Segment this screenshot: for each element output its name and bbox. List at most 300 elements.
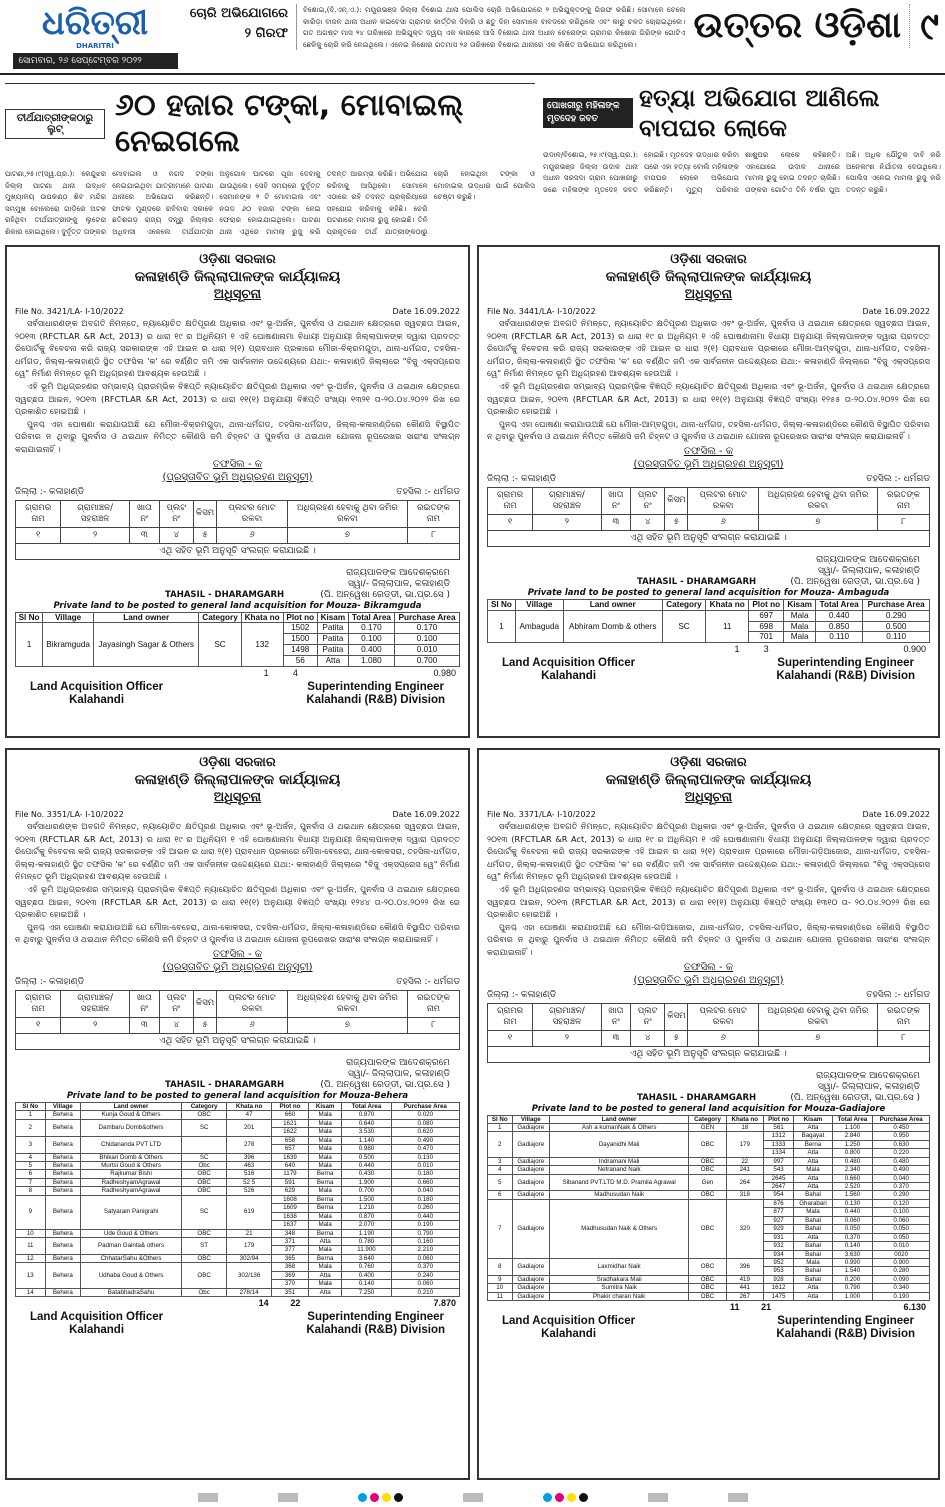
cell-owner: RadheshyamAgrawal — [81, 1187, 182, 1195]
cell-plot: 370 — [272, 1280, 309, 1288]
cell-total-area: 0.850 — [816, 621, 863, 632]
story-pilgrim-robbery — [5, 83, 535, 237]
cell-plot: 368 — [272, 1263, 309, 1271]
file-number: File No. 3351/LA- I-10/2022 — [15, 810, 124, 819]
table-column-header: Total Area — [348, 612, 394, 623]
officer-place: Kalahandi (R&B) Division — [306, 1324, 445, 1336]
masthead — [0, 0, 945, 75]
cell-category: OBC — [182, 1229, 227, 1237]
cell-plot: 1622 — [272, 1128, 309, 1136]
cell-sl: 7 — [16, 1178, 46, 1186]
cell-sl: 14 — [16, 1288, 46, 1296]
cell-kisam: Bahal — [794, 1250, 832, 1258]
odia-column-number: ୫ — [665, 1030, 688, 1046]
mouza-caption: Private land to be posted to general land acquisition for Mouza- Ambaguda — [527, 587, 890, 598]
cell-purchase-area: 0.170 — [395, 623, 460, 634]
cell-sl: 10 — [16, 1229, 46, 1237]
cell-purchase-area: 0.700 — [395, 655, 460, 666]
cell-category: SC — [662, 610, 705, 643]
cell-village: Bikramguda — [43, 623, 94, 666]
cell-total-area: 0.100 — [348, 634, 394, 645]
odia-column-header: ଅଧିଗ୍ରହଣ ହେବାକୁ ଥିବା ଜମିର ରକବା — [758, 487, 877, 514]
notice-paragraph: ସର୍ବସାଧାରଣଙ୍କ ଅବଗତି ନିମନ୍ତେ, ନ୍ୟାୟୋଚିତ କ୍ଷତିପୂରଣ ଅଧିକାର ଏବଂ ଭୂ-ଅର୍ଜନ, ପୁନର୍ବାସ ଓ ଥଇଥାନ କ୍ଷେତ୍ରରେ ସ୍ୱଚ୍ଛତା ଆଇନ, ୨୦୧୩ (RFCTLAR &R Act, 2013) ର ଧାରା ୧୯ ର ଅଧିନିୟମ ୧ ଏହି ଘୋଷଣାନାମା ବିଧାୟୀ ଅନୁଯାୟୀ ଜିଲ୍ଲାପାଳଙ୍କ ଦ୍ୱାରା ପ୍ରଦତ୍ତ ରିପୋର୍ଟକୁ ବିବେଚନା କରି ରାଜ୍ୟ ସରକାରଙ୍କ ଏହି ଆଇନ ର ଧାରା ୨(୧) ପ୍ରାବଧାନ ପ୍ରକାରେ ମୌଜା-ବିକ୍ରମଗୁଡ଼ା, ଥାନା-ଧର୍ମଗଡ, ତହସିଲ-ଧର୍ମଗଡ, ଜିଲ୍ଲା-କଳାହାଣ୍ଡି ସ୍ଥିତ ତଫସିଲ 'କ' ରେ ବର୍ଣ୍ଣିତ ଜମି ଏକ ସାର୍ବଜନୀନ ଉଦ୍ଦେଶ୍ୟରେ ଯଥା:- କଳାହାଣ୍ଡି ଜିଲ୍ଲାରେ "ବିଜୁ ଏକ୍ସପ୍ରେସ ୱେ" ନିର୍ମାଣ ନିମନ୍ତେ ଭୂମି ଅଧିଗ୍ରହଣ ଆବଶ୍ୟକ ହେଉଅଛି । — [15, 318, 460, 379]
cell-purchase-area: 0.260 — [391, 1204, 459, 1212]
odia-column-header: ରଇତଙ୍କ ନାମ — [407, 500, 459, 527]
tahasil-english: TAHASIL - DHARAMGARH — [637, 576, 757, 587]
story-body: ପାଟଣା,୨୫।୯(ସ୍ୱ.ପ୍ର.): କେନ୍ଦୁଝର ଜିଲ୍ଲା ପାଟଣା ଥାନା ଉଦ୍ଧବ ମୁଖ୍ୟାଳୟ ଉପକଣ୍ଠ ଶିବ ମନ୍ଦିର ସମ୍ମୁଖ ବୋଲେରୋ ଗାଡ଼ିରେ ଅଟକ ରହିଥିବା ତୀର୍ଥଯାତ୍ରୀଙ୍କୁ ଲୁଟେରା ଶିକାର ହୋଇଥିଲେ। ଦୁର୍ବୃତ୍ତ ତାଙ୍କର ମୋବାଇଲ ଓ ନଗଦ ଟଙ୍କା ନେଇଯାଇଥିବା ଯାତ୍ରୀମାନେ ପାଟଣା ଥାନାରେ ଅଭିଯୋଗ କରିଛନ୍ତି। ଫାଟକ ମୁଣ୍ଡରେ ରବିବାର ସକାଳେ ଛତିଶଗଡ଼ ରାଜ୍ୟ ଦନ୍ତ୍ରୁ ଜିଲ୍ଲାର ଅଧିବାସୀ ଏକେଲେ ତୀର୍ଥଯାତ୍ରୀ ଅନୁଗୋଳ ଘାଟରେ ପୂଜା ଦେବାକୁ ଯାଉଥିଲେ। ସେହି ସମୟରେ ଦୁର୍ବୃତ୍ତ ସେମାନଙ୍କ ୨ ଟି ମୋବାଇଲ ଏବଂ ନଗଦ ୬୦ ହଜାର ଟଙ୍କା ନେଇ ଫେରାର ହୋଇଯାଇଥିଲେ। ପାଟଣା ଥାନା ଏଥିରେ ମାମଲା ରୁଜୁ କରି ତଦନ୍ତ ଆରମ୍ଭ କରିଛି। ଅଭିଯୋଗ କରିବାକୁ ଆସିଥିଲେ। ସୋମାଳେ ଏଠାରେ ରହି ତଦନ୍ତ ପ୍ରକ୍ରିୟାରେ ସହଯୋଗ କରିବାକୁ କହିଛି। ଚେରି ଘଟଣାରେ ମାମଲା ରୁଜୁ ହୋଇଛି। ତିନି ପ୍ରକୃତରେ ତୀର୍ଥ ଯାତ୍ରୀଙ୍କଠାରୁ ଚୋରି ହୋଇଥିବା ଟଙ୍କା ଓ ମୋବାଇଲ ଉଦ୍ଧାର ପାଇଁ ପୋଲିସ ଚେଷ୍ଟା କରୁଛି। — [5, 169, 535, 236]
cell-kisam: Atta — [794, 1183, 832, 1191]
signature-line: ସ୍ୱା/- ଜିଲ୍ଲାପାଳ, କଳାହାଣ୍ଡି — [348, 578, 450, 589]
odia-schedule-table — [15, 500, 460, 560]
cell-purchase-area: 0.490 — [873, 1166, 930, 1174]
cell-total-area: 0.500 — [342, 1153, 391, 1161]
cell-purchase-area: 0.210 — [391, 1288, 459, 1296]
cell-owner: Jayasingh Sagar & Others — [94, 623, 199, 666]
odia-column-number: ୭ — [758, 1030, 877, 1046]
print-color-marks — [0, 1488, 945, 1507]
cell-plot: 1179 — [272, 1170, 309, 1178]
story-headline: ୬୦ ହଜାର ଟଙ୍କା, ମୋବାଇଲ୍ ନେଇଗଲେ — [115, 88, 464, 159]
signature-line: (ପି. ଅନ୍ୱେଷା ରେଡ୍ଡୀ, ଭା.ପ୍ର.ସେ ) — [320, 589, 450, 600]
cell-village: Behera — [45, 1178, 80, 1186]
cell-plot: 640 — [272, 1162, 309, 1170]
notice-paragraph: ପୁନଶ୍ଚ ଏହା ଘୋଷଣା କରାଯାଉଅଛି ଯେ ମୌଜା-ବିକ୍ରମଗୁଡ଼ା, ଥାନା-ଧର୍ମଗଡ, ତହସିଲ-ଧର୍ମଗଡ, ଜିଲ୍ଲା-କଳାହାଣ୍ଡିରେ କୌଣସି ବିସ୍ଥାପିତ ପରିବାର ନ ଥିବାରୁ ପୁନର୍ବାସ ଓ ଥଇଥାନ ନିମିତ୍ତ କୌଣସି ଜମି ଚିହ୍ନଟ ଓ ପୁନର୍ବାସ ଓ ଥଇଥାନ ଯୋଜନା ରୂପରେଖର ସାରାଂଶ ସଂଲଗ୍ନ କରାଯାଇନାହିଁ । — [15, 418, 460, 454]
table-column-header: Kisam — [317, 612, 348, 623]
cell-sl: 3 — [16, 1136, 46, 1153]
cell-kisam: Atta — [794, 1174, 832, 1182]
cell-owner: RadheshyamAgrawal — [81, 1178, 182, 1186]
table-row — [488, 610, 930, 621]
cell-total-area: 1.190 — [342, 1229, 391, 1237]
cell-khata: 302/136 — [227, 1263, 272, 1288]
cell-total-area: 2.340 — [832, 1166, 873, 1174]
table-row — [488, 1191, 930, 1199]
attachment-note: ଏଥି ସହିତ ଭୂମି ଅନୁସୂଚି ସଂଲଗ୍ନ କରାଯାଇଛି । — [16, 543, 460, 559]
cell-sl: 9 — [16, 1195, 46, 1229]
cell-plot: 954 — [763, 1191, 794, 1199]
cell-purchase-area: 0.370 — [391, 1263, 459, 1271]
table-row — [488, 1157, 930, 1165]
notice-date: 16.09.2022 — [884, 810, 930, 819]
table-column-header: Plot no — [283, 612, 317, 623]
table-column-header: Land owner — [81, 1102, 182, 1110]
cell-total-area: 1.140 — [342, 1136, 391, 1144]
cell-owner: Ude Goud & Others — [81, 1229, 182, 1237]
cell-category: OBC — [182, 1263, 227, 1288]
cell-purchase-area: 0.040 — [391, 1187, 459, 1195]
table-column-header: Category — [182, 1102, 227, 1110]
land-acquisition-notice — [5, 245, 470, 738]
cell-sl: 11 — [16, 1237, 46, 1254]
masthead-section-block — [693, 4, 939, 48]
district-label: ଜିଲ୍ଲା :- କଳାହାଣ୍ଡି — [15, 976, 85, 987]
officer-title: Superintending Engineer — [307, 1311, 445, 1323]
notice-government: ଓଡ଼ିଶା ସରକାର — [670, 252, 747, 267]
odia-column-number: ୫ — [665, 514, 688, 530]
cell-kisam: Patita — [317, 645, 348, 656]
odia-column-header: ଗ୍ରାମାଞ୍ଚଳ/ ସହରାଞ୍ଚଳ — [61, 500, 130, 527]
cell-purchase-area: 0.290 — [863, 610, 930, 621]
officer-place: Kalahandi (R&B) Division — [306, 693, 445, 706]
cell-category — [182, 1136, 227, 1153]
odia-schedule-table — [15, 990, 460, 1050]
signature-line: ରାଜ୍ୟପାଳଙ୍କ ଆଦେଶକ୍ରମେ — [816, 1070, 920, 1081]
issue-date: ସୋମବାର, ୨୬ ସେପ୍ଟେମ୍ବର ୨୦୨୨ — [13, 53, 178, 69]
attachment-note: ଏଥି ସହିତ ଭୂମି ଅନୁସୂଚି ସଂଲଗ୍ନ କରାଯାଇଛି । — [488, 530, 930, 546]
cell-village: Behera — [45, 1162, 80, 1170]
notice-government: ଓଡ଼ିଶା ସରକାର — [670, 755, 747, 770]
cell-kisam: Bahal — [794, 1216, 832, 1224]
schedule-subtitle: (ପ୍ରସ୍ତାବିତ ଭୂମି ଅଧିଗ୍ରହଣ ଅନୁସୂଚୀ) — [162, 471, 313, 483]
total-khata: 14 — [258, 1298, 269, 1308]
odia-schedule-table — [487, 487, 930, 547]
cell-sl: 7 — [488, 1199, 513, 1258]
cell-kisam: Gharabari — [794, 1199, 832, 1207]
cell-khata: 278 — [227, 1136, 272, 1153]
cell-owner: Sibanand PVT.LTD M.D. Pramila Agrawal — [549, 1174, 688, 1191]
odia-column-header: ରଇତଙ୍କ ନାମ — [407, 990, 459, 1017]
cell-village: Gadiajore — [512, 1292, 549, 1300]
cell-plot: 657 — [272, 1145, 309, 1153]
cell-total-area: 0.990 — [832, 1258, 873, 1266]
masthead-logo-block — [10, 4, 180, 69]
newspaper-logo: ଧରିତ୍ରୀ — [41, 3, 149, 43]
schedule-subtitle: (ପ୍ରସ୍ତାବିତ ଭୂମି ଅଧିଗ୍ରହଣ ଅନୁସୂଚୀ) — [633, 458, 784, 470]
cell-khata: 179 — [227, 1237, 272, 1254]
cell-kisam: Bahal — [794, 1275, 832, 1283]
odia-column-header: ଗ୍ରାମାଞ୍ଚଳ/ ସହରାଞ୍ଚଳ — [61, 990, 130, 1017]
table-row — [16, 1119, 460, 1127]
cell-kisam: Patita — [317, 634, 348, 645]
total-plots: 21 — [761, 1302, 772, 1313]
cell-purchase-area: 0.790 — [391, 1229, 459, 1237]
cell-category: OBC — [689, 1157, 726, 1165]
cell-khata: 619 — [227, 1195, 272, 1229]
table-row — [16, 1162, 460, 1170]
cell-total-area: 7.250 — [342, 1288, 391, 1296]
cell-purchase-area: 0.220 — [873, 1149, 930, 1157]
cell-plot: 997 — [763, 1157, 794, 1165]
cell-plot: 1638 — [272, 1212, 309, 1220]
cell-category: OBC — [689, 1199, 726, 1258]
cell-kisam: Mala — [308, 1153, 342, 1161]
cell-village: Behera — [45, 1136, 80, 1153]
odia-column-header: ରଇତଙ୍କ ନାମ — [877, 1003, 929, 1030]
total-plots: 3 — [763, 644, 769, 655]
cell-category: SC — [182, 1195, 227, 1229]
cell-plot: 1334 — [763, 1149, 794, 1157]
cell-plot: 1312 — [763, 1132, 794, 1140]
table-column-header: Total Area — [342, 1102, 391, 1110]
total-purchase-area: 6.130 — [903, 1302, 926, 1313]
odia-column-number: ୨ — [533, 514, 601, 530]
cell-owner: Ash a kumanNaik & Others — [549, 1123, 688, 1131]
odia-column-header: ଖାତା ନଂ — [601, 487, 631, 514]
cell-purchase-area: 0.180 — [391, 1195, 459, 1203]
cell-kisam: Mala — [784, 610, 816, 621]
odia-column-header: ଗ୍ରାମର ନାମ — [488, 1003, 533, 1030]
tahasil-english: TAHASIL - DHARAMGARH — [165, 1079, 285, 1090]
cell-owner: Chidananda PVT LTD — [81, 1136, 182, 1153]
cell-total-area: 2.840 — [832, 1132, 873, 1140]
cell-purchase-area: 0.450 — [873, 1123, 930, 1131]
cell-purchase-area: 0.100 — [873, 1208, 930, 1216]
cell-khata: 52 5 — [227, 1178, 272, 1186]
story-woman-body — [543, 83, 941, 195]
schedule-title: ତଫସିଲ - କ — [683, 445, 734, 457]
officer-signatures — [15, 1311, 460, 1337]
cell-purchase-area: 0.100 — [395, 634, 460, 645]
table-column-header: Plot no — [763, 1115, 794, 1123]
cell-village: Gadiajore — [512, 1166, 549, 1174]
odia-column-header: ଗ୍ରାମର ନାମ — [16, 500, 61, 527]
cell-kisam: Mala — [308, 1246, 342, 1254]
odia-column-number: ୬ — [217, 1017, 288, 1033]
notice-paragraph: ସର୍ବସାଧାରଣଙ୍କ ଅବଗତି ନିମନ୍ତେ, ନ୍ୟାୟୋଚିତ କ୍ଷତିପୂରଣ ଅଧିକାର ଏବଂ ଭୂ-ଅର୍ଜନ, ପୁନର୍ବାସ ଓ ଥଇଥାନ କ୍ଷେତ୍ରରେ ସ୍ୱଚ୍ଛତା ଆଇନ, ୨୦୧୩ (RFCTLAR &R Act, 2013) ର ଧାରା ୧୯ ର ଅଧିନିୟମ ୧ ଏହି ଘୋଷଣାନାମା ବିଧାୟୀ ଅନୁଯାୟୀ ଜିଲ୍ଲାପାଳଙ୍କ ଦ୍ୱାରା ପ୍ରଦତ୍ତ ରିପୋର୍ଟକୁ ବିବେଚନା କରି ରାଜ୍ୟ ସରକାରଙ୍କ ଏହି ଆଇନ ର ଧାରା ୨(୧) ପ୍ରାବଧାନ ପ୍ରକାରେ ମୌଜା-ଗଡ଼ିଆଜୋର, ଥାନା-ଧର୍ମଗଡ, ତହସିଲ-ଧର୍ମଗଡ, ଜିଲ୍ଲା-କଳାହାଣ୍ଡି ସ୍ଥିତ ତଫସିଲ 'କ' ରେ ବର୍ଣ୍ଣିତ ଜମି ଏକ ସାର୍ବଜନୀନ ଉଦ୍ଦେଶ୍ୟରେ ଯଥା:- କଳାହାଣ୍ଡି ଜିଲ୍ଲାରେ "ବିଜୁ ଏକ୍ସପ୍ରେସ ୱେ" ନିର୍ମାଣ ନିମନ୍ତେ ଭୂମି ଅଧିଗ୍ରହଣ ଆବଶ୍ୟକ ହେଉଅଛି । — [487, 821, 930, 882]
cell-village: Gadiajore — [512, 1284, 549, 1292]
table-row — [488, 1258, 930, 1266]
cell-khata: 179 — [726, 1132, 763, 1157]
cell-khata: 302/94 — [227, 1254, 272, 1262]
land-acquisition-notice — [5, 748, 470, 1480]
officer-signatures — [487, 657, 930, 683]
cell-category: OBC — [182, 1187, 227, 1195]
odia-column-number: ୭ — [287, 527, 407, 543]
table-column-header: Sl No — [488, 599, 516, 610]
officer-signatures — [15, 681, 460, 707]
table-column-header: Sl No — [488, 1115, 513, 1123]
land-acquisition-notice — [477, 245, 940, 738]
cell-purchase-area: 0.010 — [395, 645, 460, 656]
cell-khata: 516 — [227, 1170, 272, 1178]
cell-plot: 701 — [749, 632, 784, 643]
cell-category: SC — [182, 1119, 227, 1136]
cell-purchase-area: 0.480 — [873, 1157, 930, 1165]
cell-plot: 1621 — [272, 1119, 309, 1127]
table-row — [16, 1178, 460, 1186]
cell-plot: 377 — [272, 1246, 309, 1254]
cell-plot: 348 — [272, 1229, 309, 1237]
odia-column-number: ୪ — [159, 527, 193, 543]
cell-category: GEN — [689, 1123, 726, 1131]
signature-line: ସ୍ୱା/- ଜିଲ୍ଲାପାଳ, କଳାହାଣ୍ଡି — [818, 1081, 920, 1092]
odia-column-number: ୩ — [129, 1017, 159, 1033]
signature-line: ସ୍ୱା/- ଜିଲ୍ଲାପାଳ, କଳାହାଣ୍ଡି — [818, 565, 920, 576]
officer-place: Kalahandi (R&B) Division — [776, 1328, 915, 1341]
table-row — [488, 1199, 930, 1207]
notice-paragraph: ଏହି ଭୂମି ଅଧିଗ୍ରହଣର ସମ୍ଭାବ୍ୟ ପ୍ରାରମ୍ଭିକ ବିଜ୍ଞପ୍ତି ନ୍ୟାୟୋଚିତ କ୍ଷତିପୂରଣ ଅଧିକାର ଏବଂ ଭୂ-ଅର୍ଜନ, ପୁନର୍ବାସ ଓ ଥଇଥାନ କ୍ଷେତ୍ରରେ ସ୍ୱଚ୍ଛତା ଆଇନ, ୨୦୧୩ (RFCTLAR &R Act, 2013) ର ଧାରା ୧୧(୧) ଅନୁଯାୟୀ ବିଜ୍ଞପ୍ତି ସଂଖ୍ୟା ୧୨୪୪ ତା-୨୦.୦୪.୨୦୨୨ ରିଖ ରେ ପ୍ରକାଶିତ ହୋଇଅଛି । — [15, 883, 460, 920]
cell-category: OBC — [689, 1132, 726, 1157]
cell-purchase-area: 0020 — [873, 1250, 930, 1258]
cell-sl: 6 — [488, 1191, 513, 1199]
cell-owner: Sumitra Naik — [549, 1284, 688, 1292]
table-row — [488, 1275, 930, 1283]
cell-category: SC — [199, 623, 241, 666]
date-label: Date — [862, 810, 882, 819]
attachment-note: ଏଥି ସହିତ ଭୂମି ଅନୁସୂଚି ସଂଲଗ୍ନ କରାଯାଇଛି । — [488, 1046, 930, 1062]
cell-total-area: 0.170 — [348, 623, 394, 634]
table-column-header: Village — [512, 1115, 549, 1123]
officer-title: Superintending Engineer — [307, 680, 445, 693]
table-column-header: Village — [45, 1102, 80, 1110]
table-column-header: Purchase Area — [863, 599, 930, 610]
cell-total-area: 2.520 — [832, 1183, 873, 1191]
officer-title: Land Acquisition Officer — [30, 680, 164, 693]
cell-plot: 1498 — [283, 645, 317, 656]
brief-headline: ଚୋରି ଅଭିଯୋଗରେ ୨ ଗିରଫ — [189, 6, 288, 41]
cell-total-area: 0.430 — [342, 1170, 391, 1178]
cell-total-area: 0.140 — [342, 1280, 391, 1288]
cell-purchase-area: 0.040 — [873, 1174, 930, 1182]
cell-owner: Laxmidhar Naik — [549, 1258, 688, 1275]
cell-plot: 658 — [272, 1136, 309, 1144]
cell-kisam: Berna — [308, 1195, 342, 1203]
cell-purchase-area: 0.110 — [863, 632, 930, 643]
notices-grid — [0, 241, 945, 1484]
cell-plot: 934 — [763, 1250, 794, 1258]
table-column-header: Plot no — [272, 1102, 309, 1110]
odia-column-header: ଖାତା ନଂ — [129, 500, 159, 527]
cell-kisam: Mala — [784, 621, 816, 632]
cell-plot: 591 — [272, 1178, 309, 1186]
cell-owner: Udhaba Goud & Others — [81, 1263, 182, 1288]
cell-kisam: Bagayat — [794, 1132, 832, 1140]
table-column-header: Land owner — [563, 599, 662, 610]
officer-title: Land Acquisition Officer — [502, 1315, 636, 1328]
notice-paragraph: ସର୍ବସାଧାରଣଙ୍କ ଅବଗତି ନିମନ୍ତେ, ନ୍ୟାୟୋଚିତ କ୍ଷତିପୂରଣ ଅଧିକାର ଏବଂ ଭୂ-ଅର୍ଜନ, ପୁନର୍ବାସ ଓ ଥଇଥାନ କ୍ଷେତ୍ରରେ ସ୍ୱଚ୍ଛତା ଆଇନ, ୨୦୧୩ (RFCTLAR &R Act, 2013) ର ଧାରା ୧୯ ର ଅଧିନିୟମ ୧ ଏହି ଘୋଷଣାନାମା ବିଧାୟୀ ଅନୁଯାୟୀ ଜିଲ୍ଲାପାଳଙ୍କ ଦ୍ୱାରା ପ୍ରଦତ୍ତ ରିପୋର୍ଟକୁ ବିବେଚନା କରି ରାଜ୍ୟ ସରକାରଙ୍କ ଏହି ଆଇନ ର ଧାରା ୨(୧) ପ୍ରାବଧାନ ପ୍ରକାରେ ମୌଜା-ବେହେରା, ଥାନା-କୋକସରା, ତହସିଲ-ଧର୍ମଗଡ, ଜିଲ୍ଲା-କଳାହାଣ୍ଡି ସ୍ଥିତ ତଫସିଲ 'କ' ରେ ବର୍ଣ୍ଣିତ ଜମି ଏକ ସାର୍ବଜନୀନ ଉଦ୍ଦେଶ୍ୟରେ ଯଥା:- କଳାହାଣ୍ଡି ଜିଲ୍ଲାରେ "ବିଜୁ ଏକ୍ସପ୍ରେସ ୱେ" ନିର୍ମାଣ ନିମନ୍ତେ ଭୂମି ଅଧିଗ୍ରହଣ ଆବଶ୍ୟକ ହେଉଅଛି । — [15, 821, 460, 882]
cell-sl: 3 — [488, 1157, 513, 1165]
odia-column-number: ୫ — [193, 527, 216, 543]
cell-sl: 1 — [16, 1111, 46, 1119]
schedule-title: ତଫସିଲ - କ — [212, 948, 263, 960]
cell-purchase-area: 0.050 — [873, 1233, 930, 1241]
table-row — [16, 1263, 460, 1271]
table-row — [16, 623, 460, 634]
mouza-caption: Private land to be posted to general land acquisition for Mouza-Behera — [66, 1090, 409, 1101]
cell-kisam: Mala — [308, 1187, 342, 1195]
cell-purchase-area: 0.340 — [873, 1284, 930, 1292]
cell-khata: 441 — [726, 1284, 763, 1292]
cell-village: Behera — [45, 1153, 80, 1161]
cell-total-area: 0.440 — [816, 610, 863, 621]
cell-category: OBC — [689, 1166, 726, 1174]
cell-sl: 5 — [488, 1174, 513, 1191]
cell-kisam: Bahal — [794, 1225, 832, 1233]
cell-purchase-area: 0.130 — [391, 1153, 459, 1161]
cell-kisam: Atta — [308, 1237, 342, 1245]
odia-column-header: କିସମ — [193, 500, 216, 527]
cell-plot: 1637 — [272, 1221, 309, 1229]
cell-sl: 10 — [488, 1284, 513, 1292]
cell-kisam: Patita — [317, 623, 348, 634]
cell-owner: Kunja Goud & Others — [81, 1111, 182, 1119]
odia-column-header: ଖାତା ନଂ — [601, 1003, 631, 1030]
cell-category: ST — [182, 1237, 227, 1254]
total-plots: 22 — [290, 1298, 301, 1308]
cell-plot: 1609 — [272, 1204, 309, 1212]
cell-kisam: Atta — [317, 655, 348, 666]
total-purchase-area: 0.900 — [903, 644, 926, 655]
cell-purchase-area: 0.370 — [873, 1183, 930, 1191]
officer-title: Superintending Engineer — [777, 657, 915, 670]
cell-plot: 1639 — [272, 1153, 309, 1161]
notice-title: ଅଧିସୂଚନା — [213, 790, 262, 805]
cell-sl: 8 — [16, 1187, 46, 1195]
cell-village: Gadiajore — [512, 1258, 549, 1275]
cell-category: OBC — [689, 1191, 726, 1199]
table-row — [16, 1229, 460, 1237]
table-column-header: Village — [515, 599, 563, 610]
cell-sl: 2 — [488, 1132, 513, 1157]
odia-column-header: କିସମ — [665, 487, 688, 514]
cell-sl: 12 — [16, 1254, 46, 1262]
notice-office: କଳାହାଣ୍ଡି ଜିଲ୍ଲାପାଳଙ୍କ କାର୍ଯ୍ୟାଳୟ — [134, 269, 341, 285]
cell-total-area: 0.440 — [832, 1208, 873, 1216]
attachment-note: ଏଥି ସହିତ ଭୂମି ଅନୁସୂଚି ସଂଲଗ୍ନ କରାଯାଇଛି । — [16, 1033, 460, 1049]
cell-sl: 5 — [16, 1162, 46, 1170]
cell-sl: 8 — [488, 1258, 513, 1275]
cell-sl: 4 — [488, 1166, 513, 1174]
cell-khata: 396 — [227, 1153, 272, 1161]
cell-total-area: 0.110 — [816, 632, 863, 643]
section-title: ଉତ୍ତର ଓଡ଼ିଶା — [693, 5, 902, 46]
cell-kisam: Mala — [794, 1258, 832, 1266]
cell-khata: 201 — [227, 1119, 272, 1136]
cell-khata: 132 — [241, 623, 283, 666]
cell-total-area: 11.900 — [342, 1246, 391, 1254]
cell-purchase-area: 0.500 — [863, 621, 930, 632]
cell-kisam: Mala — [308, 1128, 342, 1136]
odia-column-number: ୪ — [159, 1017, 193, 1033]
cell-kisam: Mala — [308, 1221, 342, 1229]
table-row — [16, 1254, 460, 1262]
cell-kisam: Bahal — [794, 1267, 832, 1275]
officer-title: Land Acquisition Officer — [30, 1311, 164, 1323]
cell-plot: 1500 — [283, 634, 317, 645]
cell-owner: Netranand Naik — [549, 1166, 688, 1174]
cell-plot: 629 — [272, 1187, 309, 1195]
notice-government: ଓଡ଼ିଶା ସରକାର — [199, 252, 276, 267]
table-row — [488, 1132, 930, 1140]
table-column-header: Category — [689, 1115, 726, 1123]
odia-column-header: ପ୍ଲଟର ମୋଟ ରକବା — [688, 1003, 758, 1030]
officer-signatures — [487, 1315, 930, 1341]
cell-plot: 1502 — [283, 623, 317, 634]
table-column-header: Category — [662, 599, 705, 610]
total-khata: 1 — [263, 667, 269, 678]
cell-khata: 320 — [726, 1199, 763, 1258]
tahasil-english: TAHASIL - DHARAMGARH — [165, 589, 285, 600]
cell-plot: 365 — [272, 1254, 309, 1262]
cell-plot: 2647 — [763, 1183, 794, 1191]
schedule-subtitle: (ପ୍ରସ୍ତାବିତ ଭୂମି ଅଧିଗ୍ରହଣ ଅନୁସୂଚୀ) — [162, 961, 313, 973]
table-column-header: Plot no — [749, 599, 784, 610]
page-number: ୯ — [909, 4, 939, 48]
cell-purchase-area: 0.620 — [391, 1128, 459, 1136]
table-column-header: Kisam — [784, 599, 816, 610]
notice-government: ଓଡ଼ିଶା ସରକାର — [199, 755, 276, 770]
cell-khata: 318 — [726, 1191, 763, 1199]
table-column-header: Kisam — [308, 1102, 342, 1110]
odia-column-number: ୪ — [631, 514, 665, 530]
cell-total-area: 1.500 — [342, 1195, 391, 1203]
tahasil-english: TAHASIL - DHARAMGARH — [637, 1092, 757, 1103]
cell-owner: Madhusudan Naik & Others — [549, 1199, 688, 1258]
cell-purchase-area: 0.190 — [873, 1292, 930, 1300]
notice-title: ଅଧିସୂଚନା — [684, 287, 733, 302]
cell-sl: 1 — [488, 610, 516, 643]
cell-kisam: Atta — [308, 1288, 342, 1296]
